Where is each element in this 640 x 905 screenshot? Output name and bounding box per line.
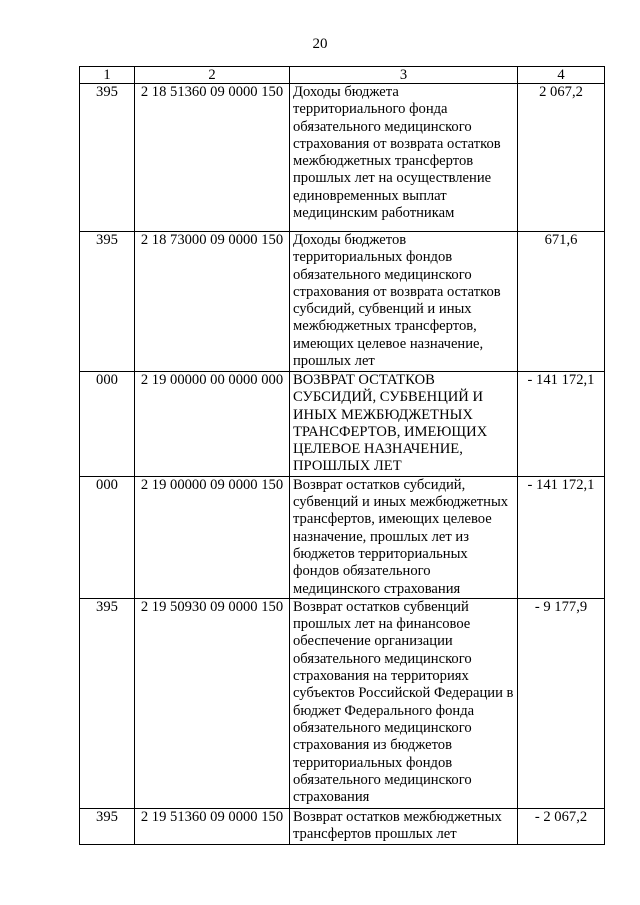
table-row (80, 232, 605, 372)
amount-cell: - 141 172,1 (518, 372, 605, 477)
budget-code-cell: 2 18 51360 09 0000 150 (135, 84, 290, 232)
admin-code-cell: 000 (80, 476, 135, 598)
budget-code-cell: 2 19 51360 09 0000 150 (135, 808, 290, 844)
income-name-cell: Возврат остатков межбюджетных трансфертов прошлых лет (290, 808, 518, 844)
income-name-cell: Возврат остатков субсидий, субвенций и иных межбюджетных трансфертов, имеющих целевое назначение, прошлых лет из бюджетов территориальных фондов обязательного медицинского страхования (290, 476, 518, 598)
income-name-cell: Доходы бюджета территориального фонда обязательного медицинского страхования от возврата остатков межбюджетных трансфертов прошлых лет на осуществление единовременных выплат медицинским работникам (290, 84, 518, 232)
table-row (80, 84, 605, 232)
header-col-3: 3 (290, 67, 518, 84)
admin-code-cell: 000 (80, 372, 135, 477)
income-name-cell: Возврат остатков субвенций прошлых лет на финансовое обеспечение организации обязательного медицинского страхования на территориях субъектов Российской Федерации в бюджет Федерального фонда обязательного медицинского страхования из бюджетов территориальных фондов обязательного медицинского страхования (290, 598, 518, 808)
header-col-1: 1 (80, 67, 135, 84)
budget-code-cell: 2 18 73000 09 0000 150 (135, 232, 290, 372)
budget-table (79, 66, 605, 845)
page-number: 20 (312, 36, 328, 52)
income-name-cell: Доходы бюджетов территориальных фондов обязательного медицинского страхования от возврата остатков субсидий, субвенций и иных межбюджетных трансфертов, имеющих целевое назначение, прошлых лет (290, 232, 518, 372)
header-col-4: 4 (518, 67, 605, 84)
amount-cell: - 9 177,9 (518, 598, 605, 808)
admin-code-cell: 395 (80, 84, 135, 232)
admin-code-cell: 395 (80, 808, 135, 844)
table-row (80, 808, 605, 844)
budget-code-cell: 2 19 00000 00 0000 000 (135, 372, 290, 477)
table-row (80, 372, 605, 477)
admin-code-cell: 395 (80, 598, 135, 808)
budget-code-cell: 2 19 00000 09 0000 150 (135, 476, 290, 598)
admin-code-cell: 395 (80, 232, 135, 372)
amount-cell: 671,6 (518, 232, 605, 372)
table-header-row (80, 67, 605, 84)
amount-cell: - 141 172,1 (518, 476, 605, 598)
header-col-2: 2 (135, 67, 290, 84)
amount-cell: 2 067,2 (518, 84, 605, 232)
income-name-cell: ВОЗВРАТ ОСТАТКОВ СУБСИДИЙ, СУБВЕНЦИЙ И ИНЫХ МЕЖБЮДЖЕТНЫХ ТРАНСФЕРТОВ, ИМЕЮЩИХ ЦЕЛЕВОЕ НАЗНАЧЕНИЕ, ПРОШЛЫХ ЛЕТ (290, 372, 518, 477)
table-row (80, 598, 605, 808)
budget-code-cell: 2 19 50930 09 0000 150 (135, 598, 290, 808)
table-row (80, 476, 605, 598)
amount-cell: - 2 067,2 (518, 808, 605, 844)
